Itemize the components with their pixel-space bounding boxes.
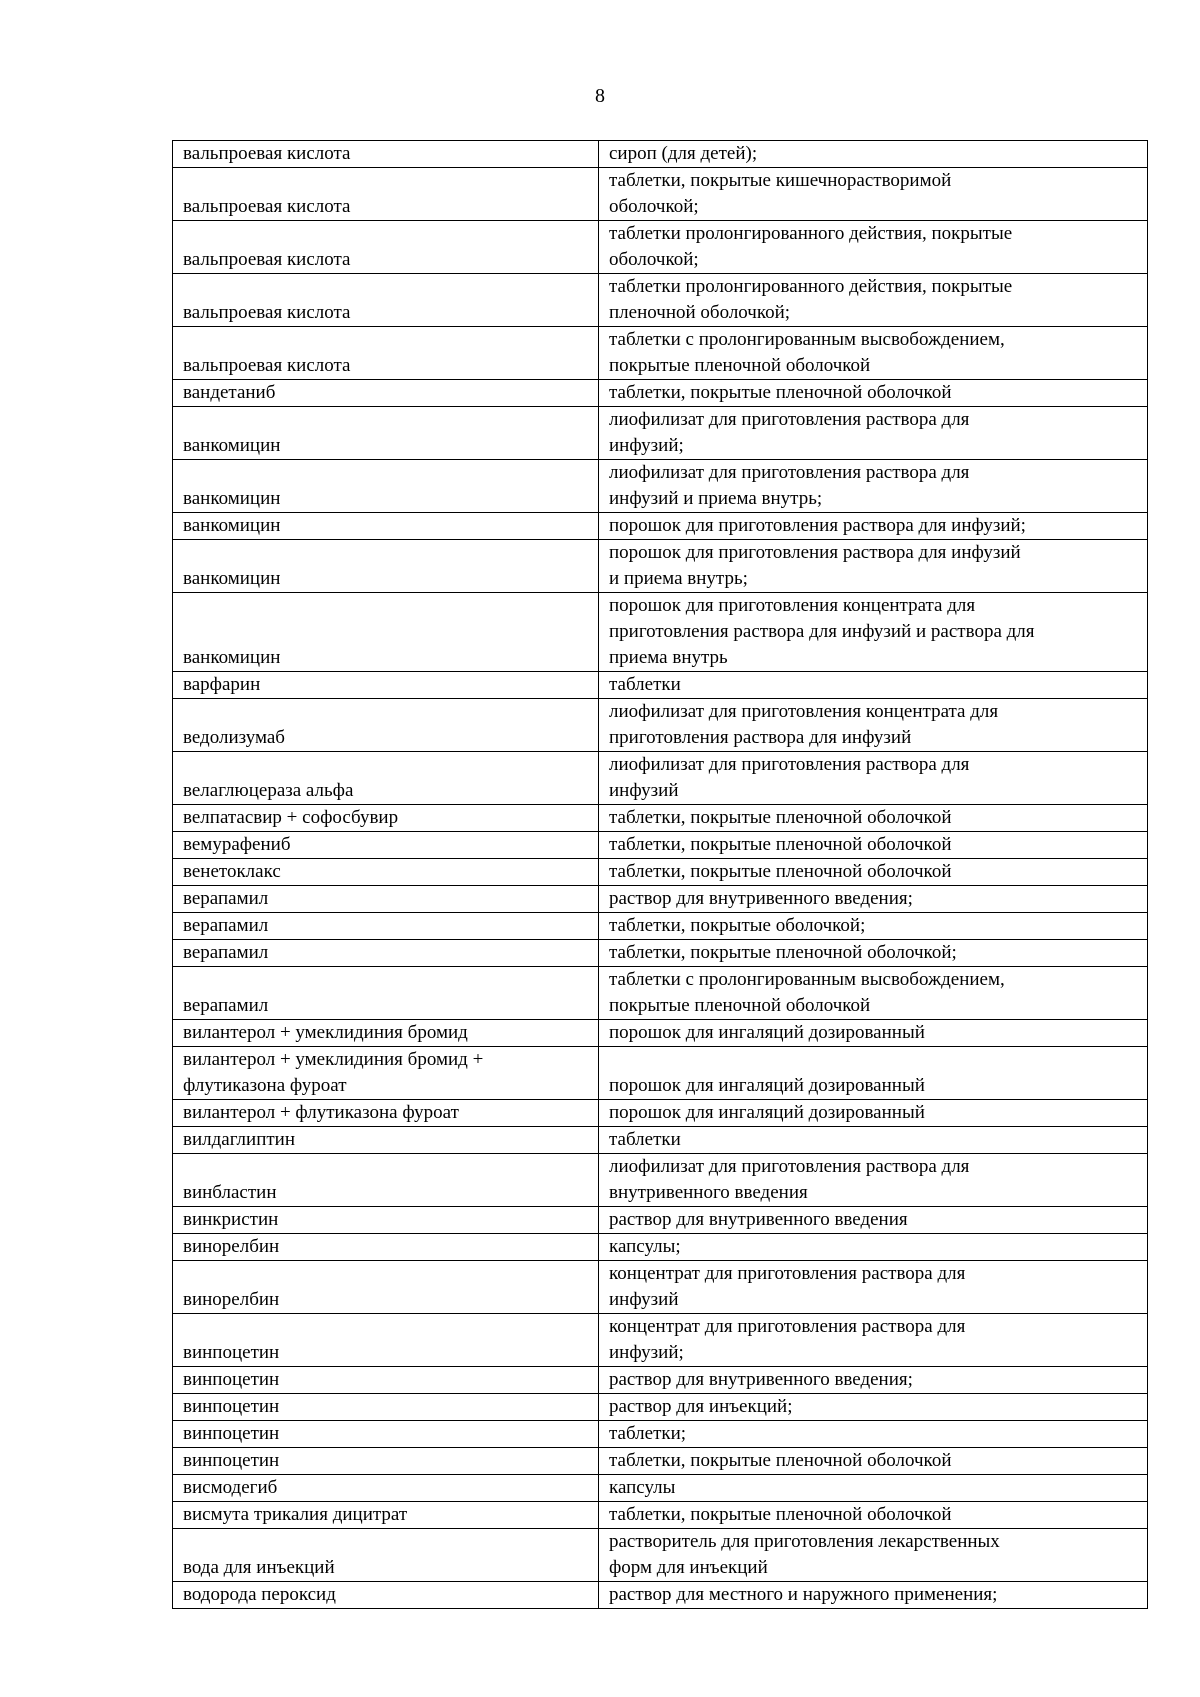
substance-cell — [173, 940, 599, 967]
table-row — [173, 1448, 1148, 1475]
dosage-form-cell — [599, 593, 1148, 672]
substance-name-line: вилантерол + флутиказона фуроат — [183, 1102, 459, 1123]
substance-cell — [173, 1154, 599, 1207]
table-row — [173, 1502, 1148, 1529]
dosage-form-line: таблетки — [609, 674, 681, 695]
substance-name-line: верапамил — [183, 995, 269, 1016]
table-row — [173, 327, 1148, 380]
substance-name-line: верапамил — [183, 915, 269, 936]
substance-cell — [173, 1502, 599, 1529]
substance-cell — [173, 1475, 599, 1502]
dosage-form-line: оболочкой; — [609, 196, 699, 217]
page-number: 8 — [595, 85, 605, 107]
dosage-form-line: раствор для внутривенного введения; — [609, 888, 913, 909]
substance-cell — [173, 1367, 599, 1394]
table-row — [173, 886, 1148, 913]
dosage-form-cell — [599, 460, 1148, 513]
substance-cell — [173, 1448, 599, 1475]
substance-name-line: вальпроевая кислота — [183, 196, 351, 217]
substance-name-line: ванкомицин — [183, 568, 281, 589]
dosage-form-cell — [599, 1475, 1148, 1502]
dosage-form-cell — [599, 513, 1148, 540]
substance-name-line: водорода пероксид — [183, 1584, 336, 1605]
dosage-form-cell — [599, 1100, 1148, 1127]
table-row — [173, 672, 1148, 699]
dosage-form-line: раствор для внутривенного введения — [609, 1209, 908, 1230]
dosage-form-line: инфузий и приема внутрь; — [609, 488, 823, 509]
substance-cell — [173, 1314, 599, 1367]
substance-cell — [173, 540, 599, 593]
dosage-form-line: капсулы; — [609, 1236, 681, 1257]
table-row — [173, 274, 1148, 327]
substance-cell — [173, 1207, 599, 1234]
substance-name-line: ванкомицин — [183, 488, 281, 509]
substance-cell — [173, 886, 599, 913]
table-row — [173, 1421, 1148, 1448]
table-row — [173, 513, 1148, 540]
substance-name-line: винпоцетин — [183, 1396, 280, 1417]
substance-name-line: вальпроевая кислота — [183, 143, 351, 164]
dosage-form-line: приготовления раствора для инфузий и раствора для — [609, 621, 1035, 642]
dosage-form-cell — [599, 1020, 1148, 1047]
substance-name-line: флутиказона фуроат — [183, 1075, 347, 1096]
dosage-form-cell — [599, 672, 1148, 699]
dosage-form-cell — [599, 1582, 1148, 1609]
substance-cell — [173, 1100, 599, 1127]
dosage-form-line: порошок для приготовления концентрата для — [609, 595, 976, 616]
dosage-form-line: инфузий; — [609, 435, 684, 456]
substance-cell — [173, 1529, 599, 1582]
substance-name-line: винкристин — [183, 1209, 279, 1230]
dosage-form-line: инфузий — [609, 1289, 679, 1310]
dosage-form-line: инфузий — [609, 780, 679, 801]
table-row — [173, 1127, 1148, 1154]
substance-name-line: верапамил — [183, 888, 269, 909]
substance-cell — [173, 672, 599, 699]
substance-cell — [173, 141, 599, 168]
dosage-form-cell — [599, 327, 1148, 380]
substance-name-line: ванкомицин — [183, 435, 281, 456]
table-row — [173, 1475, 1148, 1502]
dosage-form-cell — [599, 1367, 1148, 1394]
substance-cell — [173, 593, 599, 672]
dosage-form-cell — [599, 1394, 1148, 1421]
dosage-form-line: таблетки, покрытые пленочной оболочкой — [609, 834, 952, 855]
dosage-form-line: порошок для ингаляций дозированный — [609, 1075, 925, 1096]
substance-name-line: вальпроевая кислота — [183, 355, 351, 376]
table-row — [173, 699, 1148, 752]
dosage-form-line: сироп (для детей); — [609, 143, 758, 164]
table-row — [173, 1154, 1148, 1207]
table-row — [173, 832, 1148, 859]
dosage-form-line: таблетки пролонгированного действия, покрытые — [609, 223, 1013, 244]
dosage-form-line: растворитель для приготовления лекарственных — [609, 1531, 1000, 1552]
table-row — [173, 1261, 1148, 1314]
dosage-form-line: таблетки пролонгированного действия, покрытые — [609, 276, 1013, 297]
dosage-form-cell — [599, 1529, 1148, 1582]
substance-cell — [173, 832, 599, 859]
table-row — [173, 407, 1148, 460]
substance-name-line: вилантерол + умеклидиния бромид + — [183, 1049, 484, 1070]
substance-cell — [173, 513, 599, 540]
dosage-form-line: раствор для внутривенного введения; — [609, 1369, 913, 1390]
dosage-form-cell — [599, 1127, 1148, 1154]
substance-name-line: винорелбин — [183, 1236, 280, 1257]
dosage-form-cell — [599, 1502, 1148, 1529]
dosage-form-line: лиофилизат для приготовления концентрата для — [609, 701, 999, 722]
table-row — [173, 168, 1148, 221]
dosage-form-cell — [599, 221, 1148, 274]
substance-cell — [173, 1582, 599, 1609]
table-row — [173, 1394, 1148, 1421]
dosage-form-line: лиофилизат для приготовления раствора для — [609, 409, 970, 430]
dosage-form-line: таблетки, покрытые кишечнорастворимой — [609, 170, 952, 191]
dosage-form-line: таблетки с пролонгированным высвобождением, — [609, 329, 1005, 350]
substance-name-line: ванкомицин — [183, 515, 281, 536]
table-row — [173, 141, 1148, 168]
substance-name-line: венетоклакс — [183, 861, 281, 882]
table-row — [173, 1314, 1148, 1367]
dosage-form-cell — [599, 940, 1148, 967]
substance-cell — [173, 380, 599, 407]
substance-cell — [173, 1047, 599, 1100]
dosage-form-cell — [599, 1154, 1148, 1207]
dosage-form-cell — [599, 1314, 1148, 1367]
dosage-form-cell — [599, 168, 1148, 221]
dosage-form-line: порошок для приготовления раствора для инфузий; — [609, 515, 1026, 536]
dosage-form-cell — [599, 967, 1148, 1020]
dosage-form-line: порошок для приготовления раствора для инфузий — [609, 542, 1021, 563]
table-row — [173, 380, 1148, 407]
substance-cell — [173, 274, 599, 327]
dosage-form-line: лиофилизат для приготовления раствора для — [609, 754, 970, 775]
dosage-form-line: порошок для ингаляций дозированный — [609, 1022, 925, 1043]
dosage-form-line: капсулы — [609, 1477, 676, 1498]
substance-name-line: винпоцетин — [183, 1369, 280, 1390]
dosage-form-line: таблетки; — [609, 1423, 687, 1444]
table-row — [173, 460, 1148, 513]
substance-cell — [173, 805, 599, 832]
table-row — [173, 1100, 1148, 1127]
dosage-form-line: таблетки, покрытые пленочной оболочкой — [609, 861, 952, 882]
substance-cell — [173, 1234, 599, 1261]
dosage-form-cell — [599, 886, 1148, 913]
substance-name-line: винорелбин — [183, 1289, 280, 1310]
substance-name-line: винпоцетин — [183, 1342, 280, 1363]
dosage-form-cell — [599, 752, 1148, 805]
dosage-form-cell — [599, 859, 1148, 886]
substance-name-line: вальпроевая кислота — [183, 249, 351, 270]
substance-cell — [173, 1421, 599, 1448]
table-row — [173, 913, 1148, 940]
table-row — [173, 940, 1148, 967]
substance-name-line: вальпроевая кислота — [183, 302, 351, 323]
substance-cell — [173, 1127, 599, 1154]
table-body — [173, 141, 1148, 1609]
substance-cell — [173, 407, 599, 460]
substance-cell — [173, 168, 599, 221]
substance-cell — [173, 699, 599, 752]
dosage-form-cell — [599, 1261, 1148, 1314]
dosage-form-cell — [599, 832, 1148, 859]
substance-cell — [173, 1394, 599, 1421]
dosage-form-cell — [599, 805, 1148, 832]
substance-name-line: винбластин — [183, 1182, 277, 1203]
dosage-form-line: таблетки, покрытые пленочной оболочкой — [609, 382, 952, 403]
substance-cell — [173, 752, 599, 805]
dosage-form-cell — [599, 274, 1148, 327]
dosage-form-cell — [599, 1047, 1148, 1100]
table-row — [173, 805, 1148, 832]
table-row — [173, 221, 1148, 274]
substance-name-line: велпатасвир + софосбувир — [183, 807, 399, 828]
substance-cell — [173, 913, 599, 940]
substance-name-line: верапамил — [183, 942, 269, 963]
dosage-form-cell — [599, 1234, 1148, 1261]
dosage-form-line: таблетки с пролонгированным высвобождением, — [609, 969, 1005, 990]
dosage-form-cell — [599, 699, 1148, 752]
dosage-form-line: концентрат для приготовления раствора для — [609, 1316, 966, 1337]
substance-name-line: вилдаглиптин — [183, 1129, 296, 1150]
table-row — [173, 1367, 1148, 1394]
dosage-form-line: приема внутрь — [609, 647, 728, 668]
substance-name-line: вода для инъекций — [183, 1557, 335, 1578]
substance-cell — [173, 327, 599, 380]
dosage-form-cell — [599, 1448, 1148, 1475]
dosage-form-line: таблетки, покрытые пленочной оболочкой — [609, 1450, 952, 1471]
dosage-form-line: оболочкой; — [609, 249, 699, 270]
dosage-form-line: раствор для местного и наружного применения; — [609, 1584, 998, 1605]
dosage-form-line: инфузий; — [609, 1342, 684, 1363]
dosage-form-line: таблетки, покрытые пленочной оболочкой — [609, 1504, 952, 1525]
substance-cell — [173, 967, 599, 1020]
dosage-form-line: пленочной оболочкой; — [609, 302, 791, 323]
substance-name-line: винпоцетин — [183, 1423, 280, 1444]
dosage-form-line: внутривенного введения — [609, 1182, 808, 1203]
table-row — [173, 967, 1148, 1020]
substance-cell — [173, 460, 599, 513]
dosage-form-line: форм для инъекций — [609, 1557, 768, 1578]
table-row — [173, 752, 1148, 805]
substance-name-line: вилантерол + умеклидиния бромид — [183, 1022, 468, 1043]
substance-cell — [173, 859, 599, 886]
dosage-form-cell — [599, 540, 1148, 593]
dosage-form-cell — [599, 913, 1148, 940]
dosage-form-line: покрытые пленочной оболочкой — [609, 995, 871, 1016]
table-row — [173, 1582, 1148, 1609]
table-row — [173, 593, 1148, 672]
dosage-form-line: лиофилизат для приготовления раствора для — [609, 462, 970, 483]
substance-name-line: висмодегиб — [183, 1477, 278, 1498]
dosage-form-line: таблетки, покрытые пленочной оболочкой — [609, 807, 952, 828]
substance-name-line: висмута трикалия дицитрат — [183, 1504, 408, 1525]
dosage-form-line: таблетки — [609, 1129, 681, 1150]
dosage-form-line: и приема внутрь; — [609, 568, 748, 589]
dosage-form-line: покрытые пленочной оболочкой — [609, 355, 871, 376]
dosage-form-cell — [599, 407, 1148, 460]
table-row — [173, 540, 1148, 593]
table-row — [173, 1047, 1148, 1100]
substance-name-line: велаглюцераза альфа — [183, 780, 354, 801]
dosage-form-line: лиофилизат для приготовления раствора для — [609, 1156, 970, 1177]
substance-cell — [173, 1261, 599, 1314]
table-row — [173, 1529, 1148, 1582]
dosage-form-line: таблетки, покрытые оболочкой; — [609, 915, 866, 936]
dosage-form-cell — [599, 380, 1148, 407]
substance-name-line: вандетаниб — [183, 382, 276, 403]
drug-forms-table — [172, 140, 1148, 1609]
dosage-form-line: раствор для инъекций; — [609, 1396, 793, 1417]
substance-cell — [173, 1020, 599, 1047]
dosage-form-cell — [599, 1207, 1148, 1234]
substance-name-line: ведолизумаб — [183, 727, 285, 748]
dosage-form-cell — [599, 1421, 1148, 1448]
substance-name-line: винпоцетин — [183, 1450, 280, 1471]
substance-name-line: вемурафениб — [183, 834, 291, 855]
table-row — [173, 1207, 1148, 1234]
dosage-form-line: приготовления раствора для инфузий — [609, 727, 912, 748]
dosage-form-cell — [599, 141, 1148, 168]
table-row — [173, 1020, 1148, 1047]
substance-name-line: ванкомицин — [183, 647, 281, 668]
table-row — [173, 1234, 1148, 1261]
dosage-form-line: порошок для ингаляций дозированный — [609, 1102, 925, 1123]
dosage-form-line: концентрат для приготовления раствора для — [609, 1263, 966, 1284]
table-row — [173, 859, 1148, 886]
dosage-form-line: таблетки, покрытые пленочной оболочкой; — [609, 942, 957, 963]
substance-name-line: варфарин — [183, 674, 261, 695]
substance-cell — [173, 221, 599, 274]
